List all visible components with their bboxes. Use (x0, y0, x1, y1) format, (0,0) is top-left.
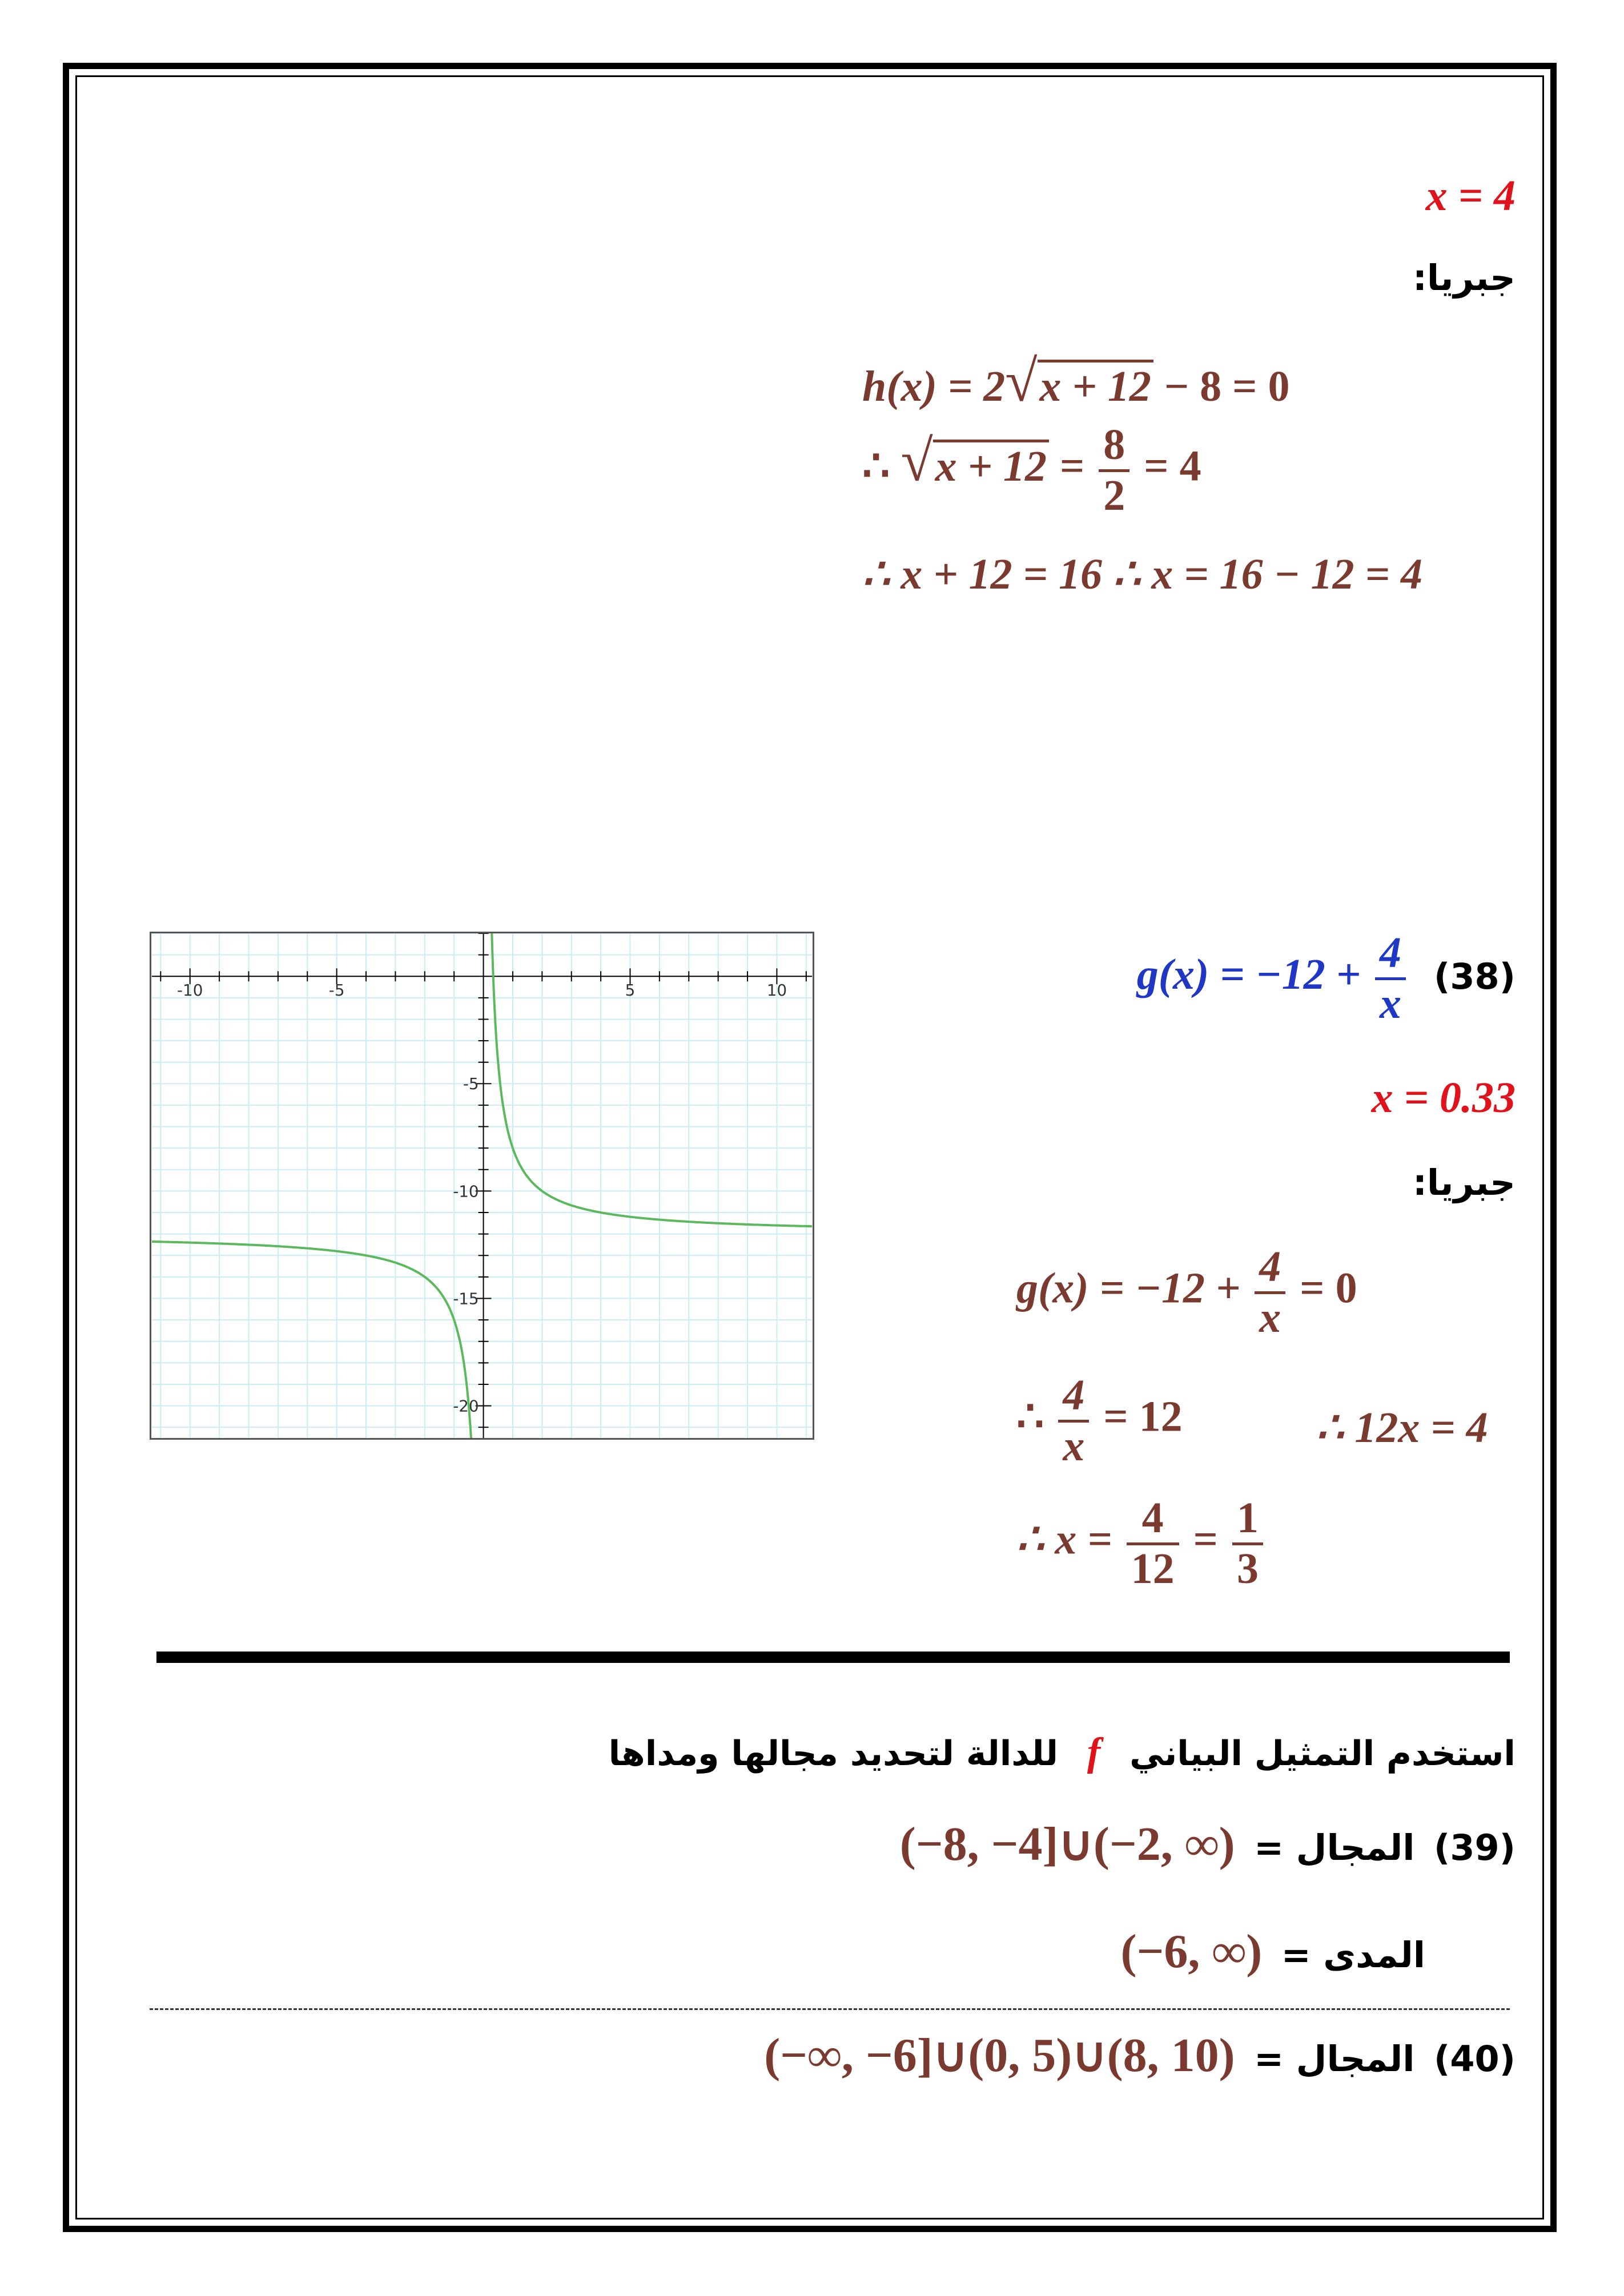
equation-g-line2: ∴ $\frac{4}{x}$ = 12 (1016, 1371, 1183, 1470)
function-g: g(x) = −12 + $\frac{4}{x}$ (1137, 950, 1420, 998)
y-tick-label: -5 (463, 1074, 479, 1094)
equation-h-line2: ∴ √x + 12 = $\frac{8}{2}$ = 4 (862, 421, 1201, 519)
algebra-label-37: جبريا: (1413, 257, 1516, 299)
answer-38: x = 0.33 (1371, 1074, 1516, 1122)
problem-38-header (1137, 931, 1516, 1027)
section-divider (156, 1651, 1510, 1663)
y-tick-label: -10 (453, 1182, 479, 1201)
domain-value-40: (−∞, −6]∪(0, 5)∪(8, 10) (764, 2029, 1235, 2082)
range-value-39: (−6, ∞) (1120, 1925, 1263, 1978)
problem-40-domain (764, 2027, 1516, 2083)
y-tick-label: -15 (453, 1289, 479, 1308)
algebra-label-38: جبريا: (1413, 1162, 1516, 1203)
answer-37: x = 4 (1425, 172, 1516, 220)
equation-h-line3: ∴ x + 12 = 16 ∴ x = 16 − 12 = 4 (862, 550, 1422, 598)
graph-canvas (150, 932, 814, 1440)
function-graph (150, 932, 814, 1440)
problem-39-domain (900, 1815, 1516, 1872)
domain-label-39: المجال = (1254, 1827, 1415, 1868)
y-tick-label: -20 (453, 1396, 479, 1416)
x-tick-label: 5 (625, 981, 636, 1000)
domain-value-39: (−8, −4]∪(−2, ∞) (899, 1818, 1235, 1871)
x-tick-label: -5 (328, 981, 345, 1000)
instruction-text: استخدم التمثيل البياني f للدالة لتحديد مجالها ومداها (608, 1730, 1516, 1774)
dashed-divider (150, 2008, 1510, 2010)
f-symbol: f (1087, 1730, 1101, 1774)
equation-g-line4: ∴ x = $\frac{4}{12}$ = $\frac{1}{3}$ (1016, 1496, 1267, 1592)
range-label-39: المدى = (1281, 1934, 1425, 1976)
x-tick-label: 10 (766, 981, 787, 1000)
equation-h-line1: h(x) = 2√x + 12 − 8 = 0 (862, 349, 1290, 414)
x-tick-label: -10 (177, 981, 203, 1000)
equation-g-line1: g(x) = −12 + $\frac{4}{x}$ = 0 (1016, 1243, 1357, 1342)
problem-number-40: (40) (1434, 2038, 1516, 2080)
equation-g-line3: ∴ 12x = 4 (1316, 1404, 1488, 1452)
problem-number-38: (38) (1434, 955, 1516, 997)
problem-39-range (1121, 1924, 1436, 1979)
domain-label-40: المجال = (1254, 2038, 1415, 2080)
problem-number-39: (39) (1434, 1827, 1516, 1868)
curve-branch-left (152, 1242, 471, 1439)
